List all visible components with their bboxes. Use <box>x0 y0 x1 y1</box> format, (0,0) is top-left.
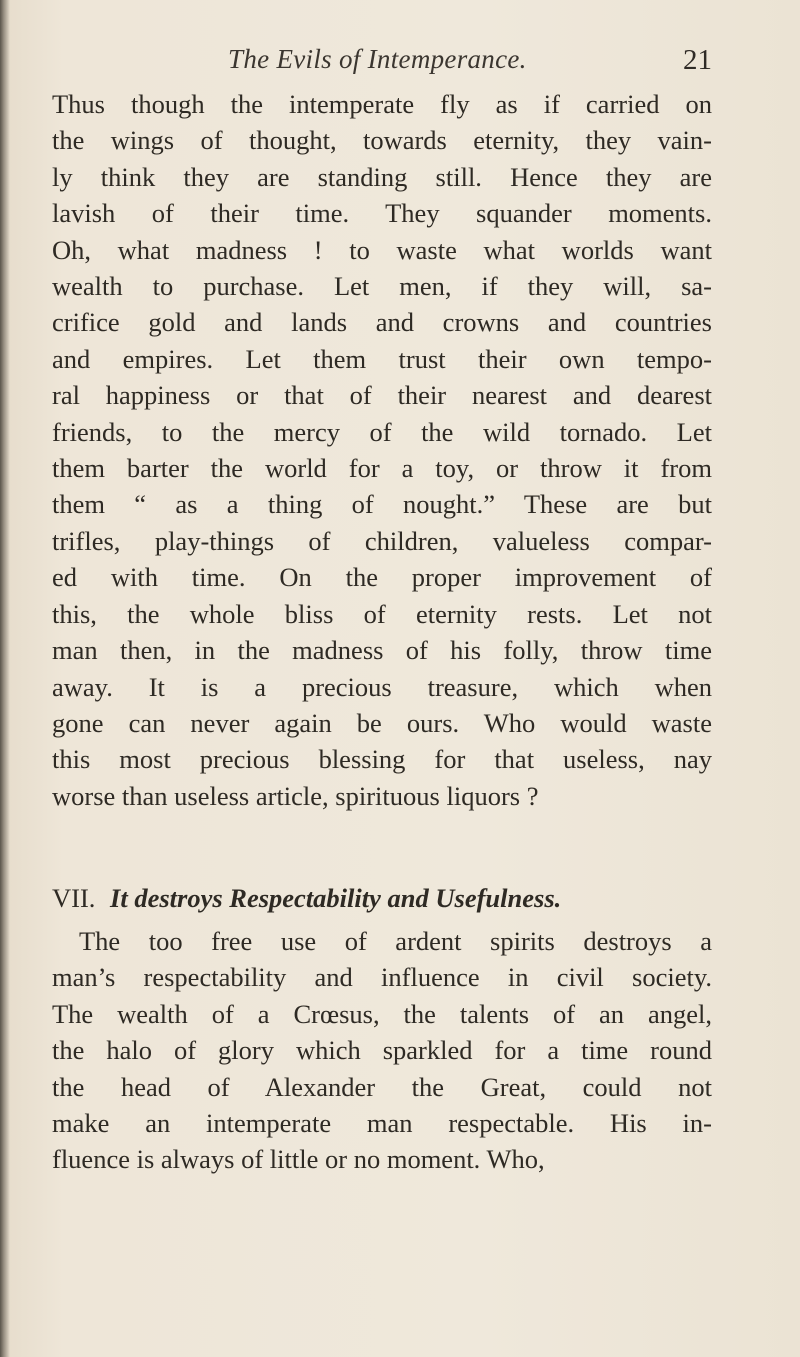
text-line: away. It is a precious treasure, which when <box>52 671 712 702</box>
text-line: them “ as a thing of nought.” These are but <box>52 489 712 520</box>
section-heading <box>52 880 712 916</box>
text-line: crifice gold and lands and crowns and countries <box>52 307 712 338</box>
text-line: the wings of thought, towards eternity, they vain- <box>52 125 712 156</box>
text-line: lavish of their time. They squander moments. <box>52 198 712 229</box>
paragraph-2 <box>52 923 712 1178</box>
text-line: trifles, play-things of children, valueless compar- <box>52 525 712 556</box>
text-line: and empires. Let them trust their own tempo- <box>52 343 712 374</box>
text-line: man’s respectability and influence in civil society. <box>52 962 712 993</box>
text-line: make an intemperate man respectable. His in- <box>52 1108 712 1139</box>
text-line: Thus though the intemperate fly as if carried on <box>52 89 712 119</box>
text-line: them barter the world for a toy, or throw it from <box>52 453 712 484</box>
section-numeral: VII. <box>52 883 96 913</box>
text-line: this, the whole bliss of eternity rests. Let not <box>52 598 712 629</box>
text-line: this most precious blessing for that useless, nay <box>52 744 712 775</box>
text-line: ly think they are standing still. Hence they are <box>52 161 712 192</box>
paragraph-1 <box>52 86 712 814</box>
text-line: ral happiness or that of their nearest and dearest <box>52 380 712 411</box>
text-line: friends, to the mercy of the wild tornado. Let <box>52 416 712 447</box>
text-line: Oh, what madness ! to waste what worlds want <box>52 234 712 265</box>
text-line: the halo of glory which sparkled for a time round <box>52 1035 712 1066</box>
page-header <box>52 44 712 88</box>
text-line: gone can never again be ours. Who would waste <box>52 707 712 738</box>
gutter-shadow <box>0 0 10 1357</box>
text-line: fluence is always of little or no moment. Who, <box>52 1144 545 1175</box>
running-head: The Evils of Intemperance. <box>228 44 527 74</box>
text-line: The too free use of ardent spirits destroys a <box>79 926 712 956</box>
section-title: It destroys Respectability and Usefulness. <box>110 883 562 913</box>
text-line: ed with time. On the proper improvement of <box>52 562 712 593</box>
text-line: man then, in the madness of his folly, throw time <box>52 635 712 666</box>
text-line: the head of Alexander the Great, could not <box>52 1071 712 1102</box>
text-line: The wealth of a Crœsus, the talents of an angel, <box>52 998 712 1029</box>
text-line: worse than useless article, spirituous liquors ? <box>52 780 539 811</box>
page-number: 21 <box>683 44 712 76</box>
text-line: wealth to purchase. Let men, if they will, sa- <box>52 271 712 302</box>
